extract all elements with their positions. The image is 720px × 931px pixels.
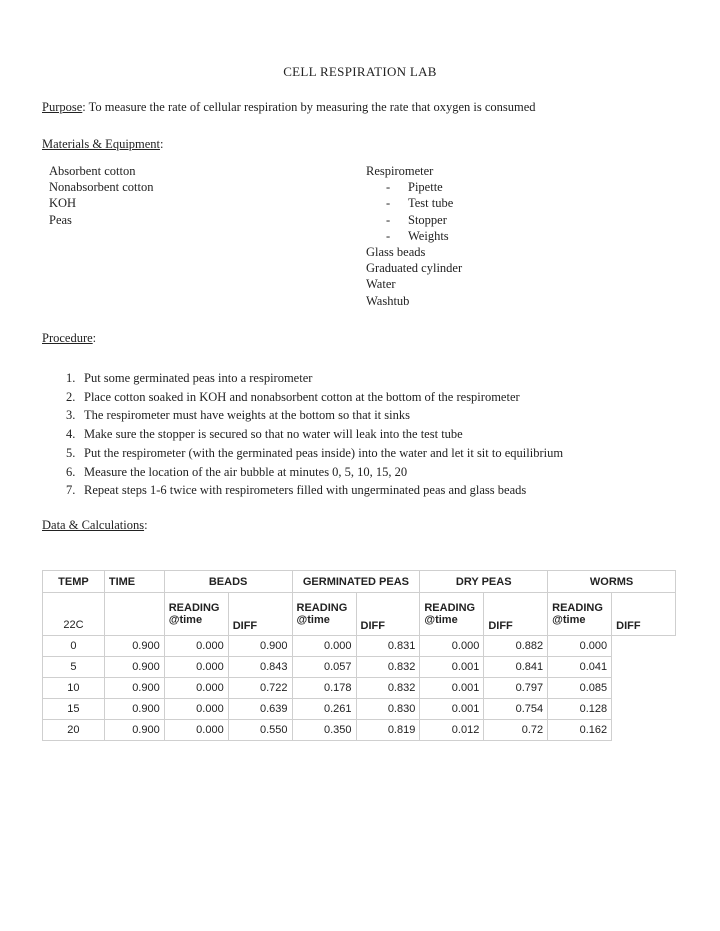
material-subitem: - Weights: [386, 228, 449, 243]
material-subitem: - Pipette: [386, 180, 443, 195]
table-subheader-row: [43, 593, 676, 636]
diff-cell: 0.057: [292, 657, 356, 678]
diff-cell: 0.178: [292, 678, 356, 699]
procedure-step: 4. Make sure the stopper is secured so that no water will leak into the test tube: [66, 427, 463, 442]
procedure-step: 2. Place cotton soaked in KOH and nonabsorbent cotton at the bottom of the respirometer: [66, 389, 520, 404]
diff-subheader: DIFF: [356, 593, 420, 636]
diff-cell: 0.085: [548, 678, 612, 699]
table-row: [43, 699, 676, 720]
material-item: Glass beads: [366, 245, 426, 260]
purpose-line: [42, 100, 536, 115]
diff-cell: 0.128: [548, 699, 612, 720]
time-cell: 5: [43, 657, 105, 678]
reading-cell: 0.843: [228, 657, 292, 678]
procedure-heading: Procedure:: [42, 331, 97, 345]
reading-cell: 0.900: [104, 720, 164, 741]
reading-cell: 0.900: [104, 636, 164, 657]
worms-header: WORMS: [548, 571, 676, 593]
reading-cell: 0.882: [484, 636, 548, 657]
temp-header: TEMP: [43, 571, 105, 593]
diff-cell: 0.000: [164, 657, 228, 678]
material-subitem: - Test tube: [386, 196, 454, 211]
temp-cell-merged: 22C: [43, 593, 105, 636]
diff-cell: 0.041: [548, 657, 612, 678]
diff-cell: 0.162: [548, 720, 612, 741]
time-cell: 15: [43, 699, 105, 720]
diff-cell: 0.000: [420, 636, 484, 657]
reading-cell: 0.832: [356, 657, 420, 678]
diff-cell: 0.012: [420, 720, 484, 741]
table-row: [43, 678, 676, 699]
diff-cell: 0.001: [420, 657, 484, 678]
procedure-list: [66, 369, 563, 500]
diff-cell: 0.000: [164, 636, 228, 657]
reading-cell: 0.754: [484, 699, 548, 720]
materials-label: Materials & Equipment: [42, 137, 161, 151]
purpose-text: : To measure the rate of cellular respiration by measuring the rate that oxygen is consumed: [82, 100, 536, 114]
reading-cell: 0.722: [228, 678, 292, 699]
reading-cell: 0.841: [484, 657, 548, 678]
procedure-step: 6. Measure the location of the air bubble at minutes 0, 5, 10, 15, 20: [66, 464, 408, 479]
reading-subheader: READING @time: [420, 593, 484, 636]
dry-peas-header: DRY PEAS: [420, 571, 548, 593]
respiration-data-table: [42, 570, 676, 741]
document-title: CELL RESPIRATION LAB: [283, 64, 437, 79]
germinated-peas-header: GERMINATED PEAS: [292, 571, 420, 593]
reading-subheader: READING @time: [292, 593, 356, 636]
material-item: Washtub: [366, 293, 410, 308]
time-cell: 0: [43, 636, 105, 657]
materials-heading: Materials & Equipment:: [42, 137, 164, 151]
reading-subheader: READING @time: [548, 593, 612, 636]
material-item: Nonabsorbent cotton: [49, 180, 154, 195]
table-row: [43, 636, 676, 657]
table-row: [43, 720, 676, 741]
diff-cell: 0.000: [164, 678, 228, 699]
data-label: Data & Calculations: [42, 518, 145, 532]
purpose-label: Purpose: [42, 100, 83, 114]
material-item: Graduated cylinder: [366, 261, 463, 276]
material-item: KOH: [49, 196, 77, 211]
procedure-step: 7. Repeat steps 1-6 twice with respirometers filled with ungerminated peas and glass beads: [66, 483, 527, 498]
reading-cell: 0.900: [104, 699, 164, 720]
data-heading: Data & Calculations:: [42, 518, 148, 532]
time-subheader-empty: [104, 593, 164, 636]
diff-cell: 0.001: [420, 699, 484, 720]
material-item: Absorbent cotton: [49, 164, 136, 178]
reading-cell: 0.639: [228, 699, 292, 720]
diff-cell: 0.000: [164, 699, 228, 720]
diff-cell: 0.001: [420, 678, 484, 699]
diff-cell: 0.000: [164, 720, 228, 741]
reading-cell: 0.72: [484, 720, 548, 741]
reading-cell: 0.831: [356, 636, 420, 657]
reading-cell: 0.830: [356, 699, 420, 720]
material-subitem: - Stopper: [386, 212, 447, 227]
time-header: TIME: [104, 571, 164, 593]
reading-cell: 0.900: [228, 636, 292, 657]
materials-right-list: [366, 163, 462, 309]
table-row: [43, 657, 676, 678]
diff-subheader: DIFF: [228, 593, 292, 636]
beads-header: BEADS: [164, 571, 292, 593]
time-cell: 20: [43, 720, 105, 741]
reading-cell: 0.797: [484, 678, 548, 699]
procedure-step: 5. Put the respirometer (with the germinated peas inside) into the water and let it sit to equilibrium: [66, 445, 564, 460]
diff-cell: 0.000: [292, 636, 356, 657]
diff-cell: 0.000: [548, 636, 612, 657]
reading-cell: 0.832: [356, 678, 420, 699]
material-item: Respirometer: [366, 164, 434, 178]
materials-left-list: [49, 163, 154, 228]
diff-subheader: DIFF: [612, 593, 676, 636]
diff-cell: 0.261: [292, 699, 356, 720]
table-header-row: [43, 571, 676, 593]
diff-cell: 0.350: [292, 720, 356, 741]
procedure-label: Procedure: [42, 331, 93, 345]
reading-cell: 0.900: [104, 657, 164, 678]
reading-cell: 0.550: [228, 720, 292, 741]
reading-cell: 0.900: [104, 678, 164, 699]
time-cell: 10: [43, 678, 105, 699]
diff-subheader: DIFF: [484, 593, 548, 636]
reading-cell: 0.819: [356, 720, 420, 741]
procedure-step: 3. The respirometer must have weights at the bottom so that it sinks: [66, 408, 410, 423]
reading-subheader: READING @time: [164, 593, 228, 636]
material-item: Water: [366, 277, 396, 292]
material-item: Peas: [49, 212, 72, 227]
procedure-step: 1. Put some germinated peas into a respirometer: [66, 371, 313, 385]
